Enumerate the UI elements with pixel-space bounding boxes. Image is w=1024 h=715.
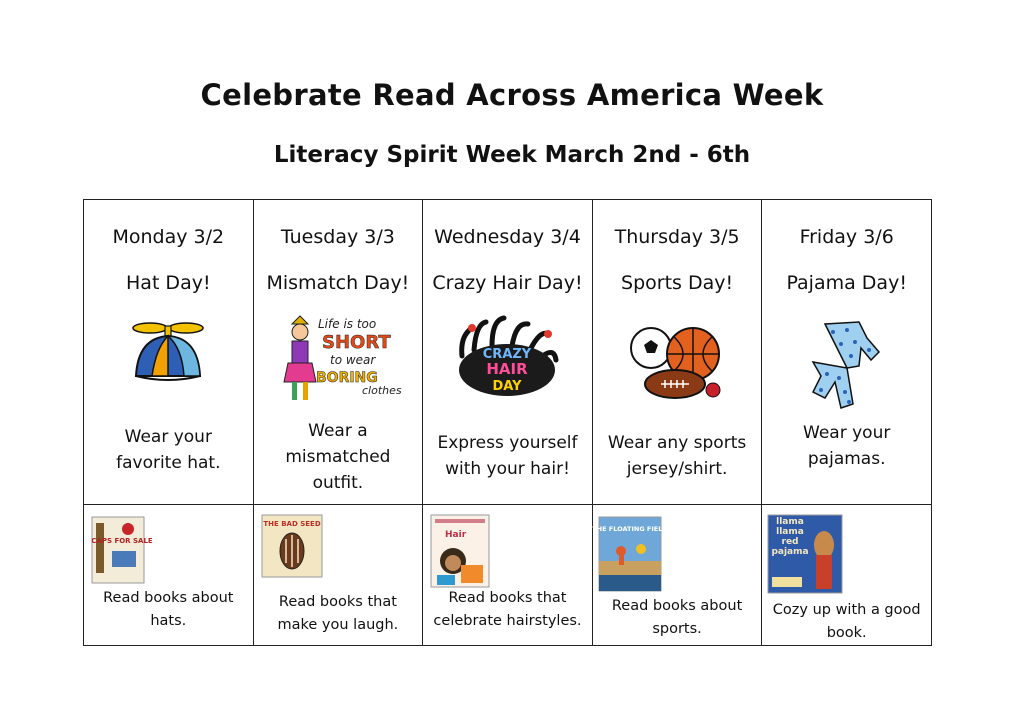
theme-label: Pajama Day! bbox=[786, 272, 907, 294]
spirit-week-table bbox=[83, 199, 932, 646]
friday-book-cell bbox=[762, 505, 932, 646]
theme-label: Sports Day! bbox=[621, 272, 734, 294]
illustration-word: BORING bbox=[315, 370, 378, 386]
book-note: Read books that make you laugh. bbox=[277, 594, 399, 633]
day-description: Express yourself with your hair! bbox=[437, 433, 578, 479]
pajamas-icon bbox=[807, 318, 887, 414]
book-cover-title: llama llama red pajama bbox=[771, 517, 809, 557]
illustration-word: SHORT bbox=[321, 332, 391, 353]
day-label: Thursday 3/5 bbox=[614, 226, 740, 248]
monday-book-cell bbox=[84, 505, 254, 646]
book-note: Read books about sports. bbox=[611, 598, 743, 637]
books-row bbox=[84, 505, 932, 646]
bad-seed-book-cover bbox=[262, 515, 322, 581]
day-description: Wear a mismatched outfit. bbox=[285, 421, 391, 493]
tuesday-cell bbox=[253, 200, 423, 505]
monday-cell bbox=[84, 200, 254, 505]
thursday-cell bbox=[592, 200, 762, 505]
illustration-word: clothes bbox=[361, 384, 402, 397]
page-subtitle: Literacy Spirit Week March 2nd - 6th bbox=[273, 142, 751, 168]
theme-label: Crazy Hair Day! bbox=[432, 272, 583, 294]
friday-cell bbox=[762, 200, 932, 505]
llama-llama-book-cover bbox=[768, 515, 842, 597]
day-description: Wear any sports jersey/shirt. bbox=[607, 433, 747, 479]
caps-for-sale-book-cover bbox=[91, 517, 153, 587]
theme-label: Hat Day! bbox=[126, 272, 211, 294]
book-cover-title: Hair bbox=[445, 530, 467, 540]
tuesday-book-cell bbox=[253, 505, 423, 646]
book-cover-title: CAPS FOR SALE bbox=[91, 537, 153, 545]
illustration-word: DAY bbox=[492, 379, 522, 394]
day-label: Wednesday 3/4 bbox=[434, 226, 581, 248]
theme-label: Mismatch Day! bbox=[266, 272, 410, 294]
day-description: Wear your pajamas. bbox=[803, 423, 891, 469]
floating-field-book-cover bbox=[592, 517, 668, 595]
propeller-hat-icon bbox=[128, 318, 208, 392]
book-cover-title: THE FLOATING FIELD bbox=[592, 525, 668, 533]
book-note: Read books about hats. bbox=[103, 590, 234, 629]
crazy-hair-icon bbox=[452, 316, 562, 404]
page-title: Celebrate Read Across America Week bbox=[200, 78, 824, 112]
mismatched-outfit-illustration bbox=[278, 314, 402, 414]
hair-book-cover bbox=[431, 515, 489, 591]
day-label: Tuesday 3/3 bbox=[280, 226, 395, 248]
book-note: Read books that celebrate hairstyles. bbox=[433, 590, 582, 629]
day-description: Wear your favorite hat. bbox=[116, 427, 221, 473]
themes-row bbox=[84, 200, 932, 505]
illustration-word: HAIR bbox=[486, 360, 529, 378]
day-label: Monday 3/2 bbox=[112, 226, 225, 248]
illustration-word: to wear bbox=[329, 353, 376, 367]
wednesday-book-cell bbox=[423, 505, 593, 646]
illustration-word: Life is too bbox=[317, 317, 377, 331]
book-cover-title: THE BAD SEED bbox=[262, 520, 321, 528]
day-label: Friday 3/6 bbox=[799, 226, 894, 248]
book-note: Cozy up with a good book. bbox=[772, 602, 921, 641]
thursday-book-cell bbox=[592, 505, 762, 646]
wednesday-cell bbox=[423, 200, 593, 505]
illustration-word: CRAZY bbox=[483, 347, 532, 362]
sports-balls-icon bbox=[627, 320, 727, 410]
